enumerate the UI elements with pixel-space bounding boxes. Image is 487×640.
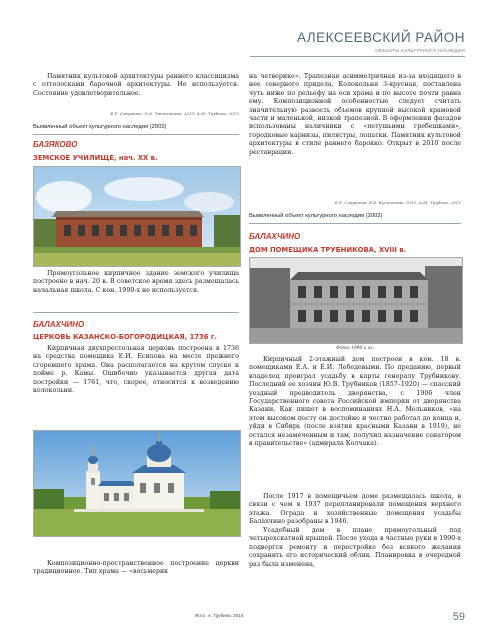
- object-school: ЗЕМСКОЕ УЧИЛИЩЕ, нач. XX в.: [33, 154, 158, 162]
- section-subtitle: ОБЪЕКТЫ КУЛЬТУРНОГО НАСЛЕДИЯ: [375, 48, 465, 53]
- divider-2: [33, 312, 239, 313]
- place-balakhchino-1: БАЛАХЧИНО: [33, 320, 85, 329]
- manor-school: После 1917 в помещичьем доме размещалась школа, в связи с чем в 1937 перепланировали помещения верхнего этажа. Ограда и хозяйственные помещения усадьбы Балахчино разобраны в 1946.: [249, 493, 461, 526]
- place-bazyakovo: БАЗЯКОВО: [33, 140, 78, 149]
- photo-credit: Фото: А. Трубина, 2015: [195, 613, 244, 618]
- school-description: Прямоугольное кирпичное здание земского училища построено в нач. 20 в. В советское время здесь размещалась начальная школа. С кон. 1990-х не используется.: [33, 270, 239, 294]
- section-title: АЛЕКСЕЕВСКИЙ РАЙОН: [296, 30, 465, 45]
- manor-photo-caption: Фото 1990-х гг.: [336, 346, 374, 351]
- intro-credit: Е.Р. Смирнова, Э.О. Третьякова, 2015; А.М. Трубина, 2015: [110, 111, 239, 116]
- manor-photo: [249, 257, 463, 344]
- header-rule: [250, 56, 465, 57]
- school-photo: [33, 166, 241, 267]
- church-continued: на четверике». Трапезная асимметричная из-за входящего в нее северного придела. Колокольня 3-ярусная, поставлена чуть ниже по рельефу на оси храма и по высоте почти равна ему. Композиционной особенностью следует считать значительную разность объемов крупной высокой храмовой части и маленькой, низкой трапезной. В оформлении фасадов использованы наличники с «петушьими гребешками», городковые карнизы, пилястры, лопатки. Памятник культовой архитектуры в стиле раннего барокко. Открыт в 2010 после реставрации.: [249, 73, 461, 156]
- intro-paragraph: Памятник культовой архитектуры раннего классицизма с отголосками барочной архитектуры. Не используется. Состояние удовлетворительное.: [33, 73, 239, 97]
- object-manor-house: ДОМ ПОМЕЩИКА ТРУБНИКОВА, XVIII в.: [249, 246, 407, 254]
- manor-plan: Усадебный дом в плане прямоугольный под четырехскатной крышей. После ухода в частные руки в 1990-х подвергся ремонту и перестройке без всякого желания сохранить его исторический облик. Планировка в очередной раз была изменена,: [249, 527, 461, 568]
- church-credit: Е.Р. Смирнова, Е.Е. Кустинова, 2015; А.М. Трубина, 2015: [334, 200, 461, 205]
- divider-3: [249, 223, 461, 224]
- place-balakhchino-2: БАЛАХЧИНО: [249, 232, 301, 241]
- page-number: 59: [452, 611, 465, 623]
- church-composition: Композиционно-пространственное построение церкви традиционное. Тип храма — «восьмерик: [33, 560, 239, 576]
- divider-1: [33, 134, 239, 135]
- heritage-label-2: Выявленный объект культурного наследия (2002): [249, 213, 383, 219]
- heritage-label-1: Выявленный объект культурного наследия (2002): [33, 124, 167, 130]
- church-description: Кирпичная двухпрестольная церковь построена в 1736 на средства помещика Е.И. Есипова на месте прежнего сгоревшего храма. Она располагается на крутом спуске к пойме р. Камы. Ошибочно указывается другая дата постройки — 1761, что, скорее, относится к возведению колокольни.: [33, 345, 239, 395]
- church-photo: [33, 430, 241, 537]
- manor-history: Кирпичный 2-этажный дом построен в кон. 18 в. помещиками Е.А. и Е.И. Лебедевыми. По преданию, первый владелец проиграл усадьбу в карты генералу Трубникову. Последний ее хозяин Ю.В. Трубников (1857–1920) — спасский уездный предводитель дворянства, с 1906 член Государственного совета Российской империи от дворянства Казани. Как пишет в воспоминаниях Н.А. Мельников, «на этом высоком посту он достойно и честно работал до конца и, уйдя в Сибирь (после взятия красными Казани в 1919), не остался незамеченным и там, получил назначение сенатором в правительстве» (адмирала Колчака).: [249, 356, 461, 448]
- object-church: ЦЕРКОВЬ КАЗАНСКО-БОГОРОДИЦКАЯ, 1736 г.: [33, 333, 218, 341]
